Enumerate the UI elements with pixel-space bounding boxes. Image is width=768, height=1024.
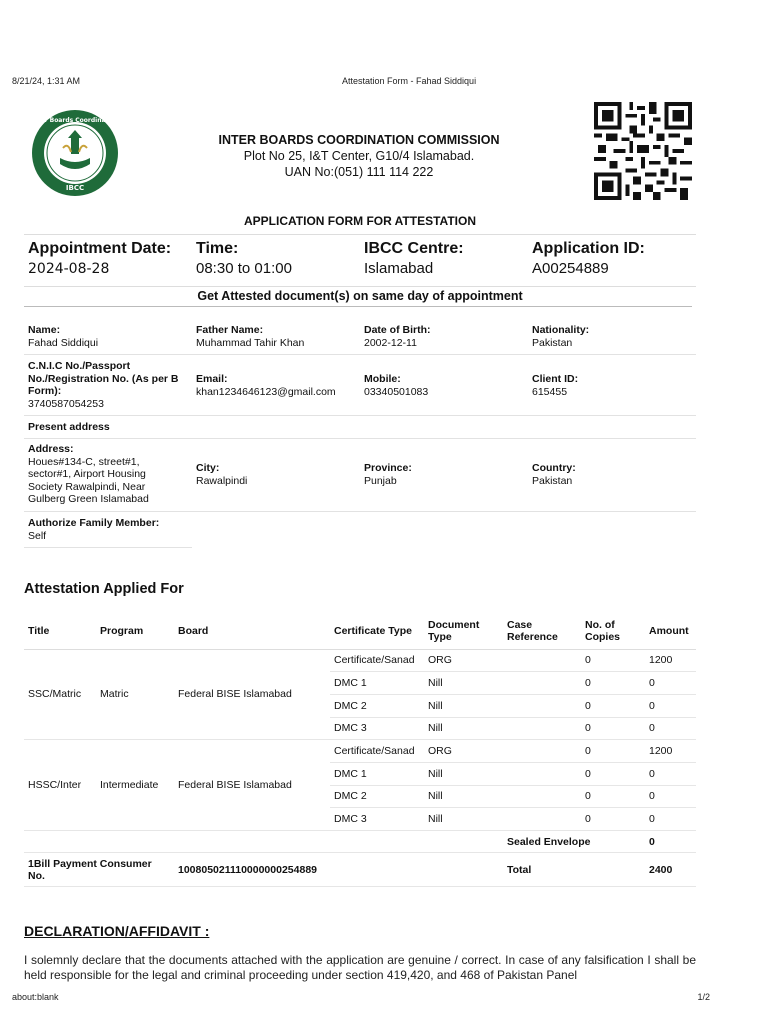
header-title: Title — [24, 613, 96, 649]
group-board: Federal BISE Islamabad — [174, 649, 330, 740]
cell-doc: Nill — [424, 808, 503, 831]
print-url: about:blank — [12, 992, 59, 1002]
appointment-time — [196, 239, 292, 279]
family-row — [24, 512, 192, 548]
cell-amount: 0 — [645, 672, 696, 695]
same-day-note: Get Attested document(s) on same day of appointment — [24, 286, 696, 303]
cell-amount: 0 — [645, 785, 696, 808]
ibcc-centre-label: IBCC Centre: — [364, 240, 464, 257]
cell-cert: DMC 2 — [330, 694, 424, 717]
authorize-family-member: Authorize Family Member: Self — [28, 517, 160, 542]
address-row — [24, 439, 696, 512]
header-program: Program — [96, 613, 174, 649]
cell-doc: Nill — [424, 717, 503, 740]
cell-copies: 0 — [581, 694, 645, 717]
application-id — [532, 239, 645, 279]
cell-copies: 0 — [581, 717, 645, 740]
header-document-type: Document Type — [424, 613, 503, 649]
total-value: 2400 — [645, 853, 696, 887]
cell-copies: 0 — [581, 740, 645, 763]
cnic-number: C.N.I.C No./Passport No./Registration No. (As per B Form): 3740587054253 — [28, 360, 179, 410]
cell-cert: DMC 1 — [330, 672, 424, 695]
cell-case — [503, 694, 581, 717]
total-label: Total — [503, 853, 645, 887]
svg-text:Inter Boards Coordination: Inter Boards Coordination — [31, 117, 119, 124]
cell-amount: 1200 — [645, 649, 696, 672]
client-id: Client ID: 615455 — [532, 373, 579, 398]
city: City: Rawalpindi — [196, 462, 248, 487]
appointment-date-value: 2024-08-28 — [28, 261, 110, 277]
appointment-time-value: 08:30 to 01:00 — [196, 260, 292, 277]
cell-doc: ORG — [424, 740, 503, 763]
cell-case — [503, 785, 581, 808]
cell-cert: DMC 2 — [330, 785, 424, 808]
address: Address: Houes#134-C, street#1, sector#1, Airport Housing Society Rawalpindi, Near Gulberg Green Islamabad — [28, 443, 149, 505]
cell-doc: Nill — [424, 672, 503, 695]
cell-case — [503, 808, 581, 831]
cell-cert: DMC 3 — [330, 808, 424, 831]
cell-copies: 0 — [581, 785, 645, 808]
print-page-number: 1/2 — [697, 992, 710, 1002]
organization-address: Plot No 25, I&T Center, G10/4 Islamabad. — [243, 149, 475, 163]
cell-doc: ORG — [424, 649, 503, 672]
declaration-title: DECLARATION/AFFIDAVIT : — [24, 923, 210, 939]
province: Province: Punjab — [364, 462, 412, 487]
appointment-time-label: Time: — [196, 240, 239, 257]
cell-case — [503, 672, 581, 695]
present-address-heading: Present address — [28, 421, 110, 433]
cell-doc: Nill — [424, 785, 503, 808]
cell-case — [503, 740, 581, 763]
ibcc-logo-icon — [30, 108, 120, 198]
cell-copies: 0 — [581, 808, 645, 831]
divider — [24, 306, 692, 307]
ibcc-centre-value: Islamabad — [364, 260, 434, 277]
applicant-row-2 — [24, 355, 696, 416]
cell-amount: 0 — [645, 808, 696, 831]
header-amount: Amount — [645, 613, 696, 649]
cell-amount: 0 — [645, 762, 696, 785]
country: Country: Pakistan — [532, 462, 576, 487]
print-title: Attestation Form - Fahad Siddiqui — [342, 76, 477, 86]
header-copies: No. of Copies — [581, 613, 645, 649]
present-address-row — [24, 416, 696, 439]
cell-case — [503, 717, 581, 740]
appointment-date-label: Appointment Date: — [28, 240, 172, 257]
group-program: Matric — [96, 649, 174, 740]
group-program: Intermediate — [96, 740, 174, 831]
form-title: APPLICATION FORM FOR ATTESTATION — [244, 214, 476, 228]
svg-text:IBCC: IBCC — [65, 184, 85, 192]
header-board: Board — [174, 613, 330, 649]
bill-consumer-label: 1Bill Payment Consumer No. — [24, 853, 174, 887]
organization-uan: UAN No:(051) 111 114 222 — [284, 165, 434, 179]
sealed-envelope-label: Sealed Envelope — [503, 831, 645, 853]
cell-copies: 0 — [581, 649, 645, 672]
application-id-value: A00254889 — [532, 260, 609, 277]
cell-amount: 0 — [645, 717, 696, 740]
document-page — [24, 96, 696, 986]
header-certificate-type: Certificate Type — [330, 613, 424, 649]
cell-cert: DMC 3 — [330, 717, 424, 740]
sealed-envelope-row — [24, 831, 696, 853]
cell-cert: Certificate/Sanad — [330, 740, 424, 763]
cell-amount: 1200 — [645, 740, 696, 763]
ibcc-centre — [364, 239, 464, 279]
total-row — [24, 853, 696, 887]
qr-code-icon — [594, 102, 692, 200]
header-case-reference: Case Reference — [503, 613, 581, 649]
sealed-envelope-value: 0 — [645, 831, 696, 853]
cell-amount: 0 — [645, 694, 696, 717]
applicant-name: Name: Fahad Siddiqui — [28, 324, 99, 349]
cell-case — [503, 649, 581, 672]
applicant-row-1 — [24, 320, 696, 355]
group-board: Federal BISE Islamabad — [174, 740, 330, 831]
mobile: Mobile: 03340501083 — [364, 373, 429, 398]
attestation-section-title: Attestation Applied For — [24, 581, 184, 597]
table-header-row — [24, 613, 696, 649]
organization-header — [154, 132, 564, 180]
print-datetime: 8/21/24, 1:31 AM — [12, 76, 81, 86]
nationality: Nationality: Pakistan — [532, 324, 590, 349]
cell-copies: 0 — [581, 672, 645, 695]
group-title: HSSC/Inter — [24, 740, 96, 831]
table-row — [24, 649, 696, 672]
cell-cert: DMC 1 — [330, 762, 424, 785]
cell-doc: Nill — [424, 694, 503, 717]
attestation-table — [24, 613, 696, 887]
date-of-birth: Date of Birth: 2002-12-11 — [364, 324, 431, 349]
cell-cert: Certificate/Sanad — [330, 649, 424, 672]
appointment-row — [24, 234, 696, 277]
cell-doc: Nill — [424, 762, 503, 785]
email: Email: khan1234646123@gmail.com — [196, 373, 336, 398]
bill-consumer-number: 100805021110000000254889 — [174, 853, 503, 887]
cell-case — [503, 762, 581, 785]
cell-copies: 0 — [581, 762, 645, 785]
table-row — [24, 740, 696, 763]
application-id-label: Application ID: — [532, 240, 645, 257]
group-title: SSC/Matric — [24, 649, 96, 740]
organization-name: INTER BOARDS COORDINATION COMMISSION — [218, 133, 500, 147]
declaration-text: I solemnly declare that the documents attached with the application are genuine / correct. In case of any falsification I shall be held responsible for the legal and criminal proceeding under section 419,420, and 468 of Pakistan Panel — [24, 953, 696, 982]
father-name: Father Name: Muhammad Tahir Khan — [196, 324, 305, 349]
appointment-date — [28, 239, 171, 279]
